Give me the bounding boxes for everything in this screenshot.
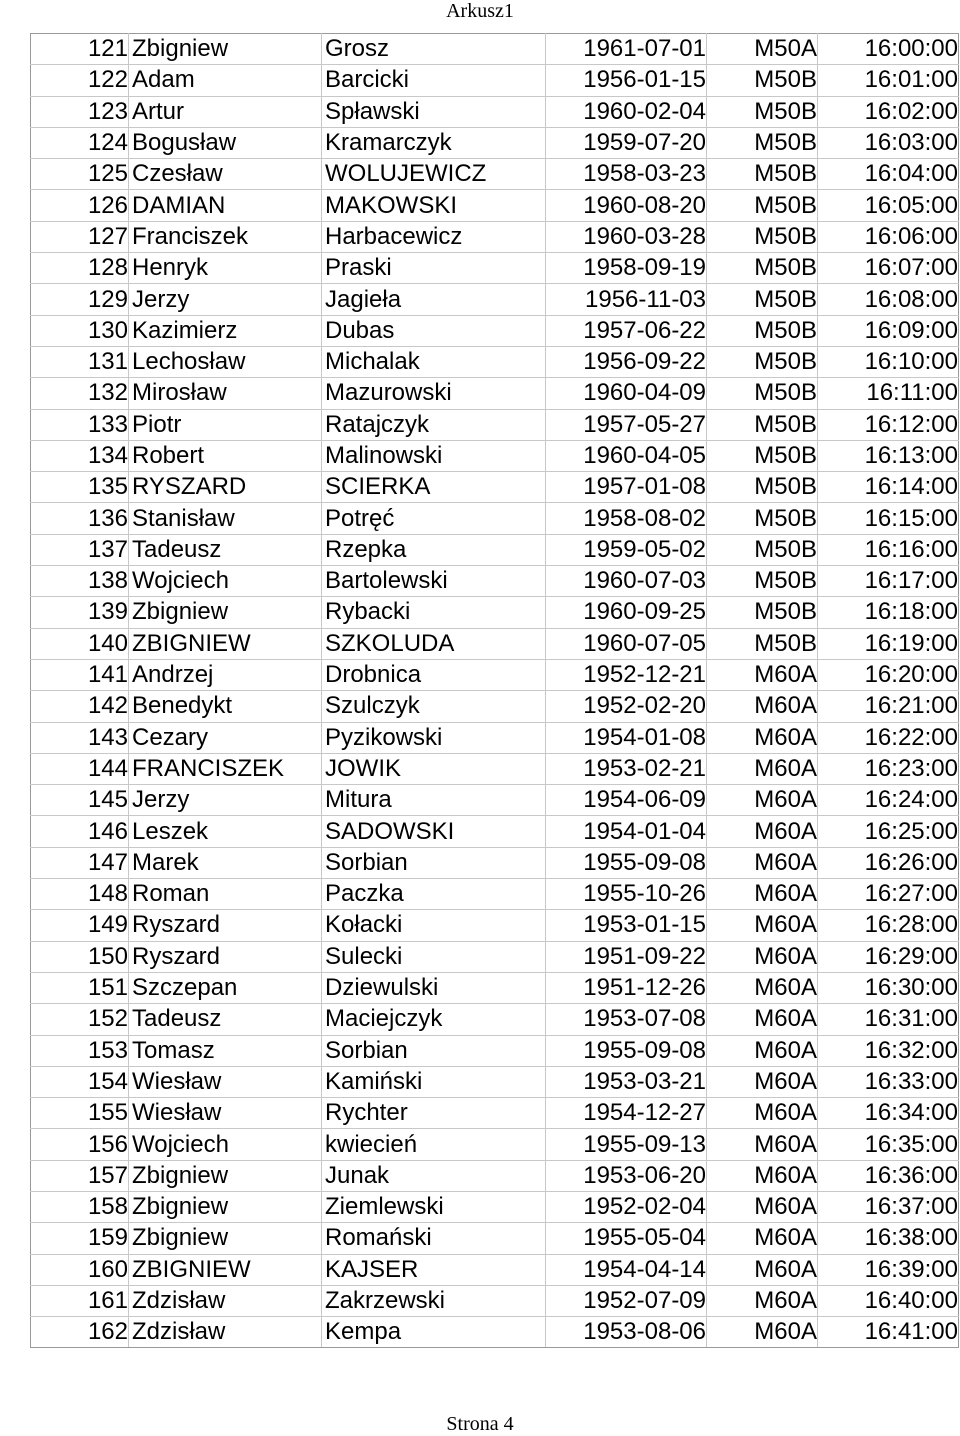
category-cell[interactable]: M60A <box>707 941 818 972</box>
table-row <box>31 1285 959 1316</box>
birth-date-cell[interactable]: 1953-02-21 <box>546 753 707 784</box>
category-cell[interactable]: M50B <box>707 628 818 659</box>
start-time-cell[interactable]: 16:06:00 <box>818 221 959 252</box>
start-time-cell[interactable]: 16:04:00 <box>818 159 959 190</box>
start-number-cell[interactable]: 135 <box>31 472 129 503</box>
birth-date-cell[interactable]: 1958-08-02 <box>546 503 707 534</box>
last-name-cell[interactable]: Kempa <box>322 1317 546 1348</box>
first-name-cell[interactable]: Roman <box>129 879 322 910</box>
first-name-cell[interactable]: Bogusław <box>129 127 322 158</box>
first-name-cell[interactable]: Tadeusz <box>129 534 322 565</box>
birth-date-cell[interactable]: 1952-02-20 <box>546 691 707 722</box>
birth-date-cell[interactable]: 1960-04-05 <box>546 440 707 471</box>
birth-date-cell[interactable]: 1957-01-08 <box>546 472 707 503</box>
last-name-cell[interactable]: Zakrzewski <box>322 1285 546 1316</box>
table-row <box>31 628 959 659</box>
table-row <box>31 190 959 221</box>
start-time-cell[interactable]: 16:10:00 <box>818 346 959 377</box>
category-cell[interactable]: M60A <box>707 1066 818 1097</box>
first-name-cell[interactable]: Jerzy <box>129 785 322 816</box>
table-row <box>31 597 959 628</box>
last-name-cell[interactable]: Malinowski <box>322 440 546 471</box>
start-number-cell[interactable]: 162 <box>31 1317 129 1348</box>
page-header: Arkusz1 <box>446 0 514 22</box>
last-name-cell[interactable]: Harbacewicz <box>322 221 546 252</box>
birth-date-cell[interactable]: 1953-08-06 <box>546 1317 707 1348</box>
category-cell[interactable]: M60A <box>707 1254 818 1285</box>
start-time-cell[interactable]: 16:21:00 <box>818 691 959 722</box>
last-name-cell[interactable]: MAKOWSKI <box>322 190 546 221</box>
last-name-cell[interactable]: Barcicki <box>322 65 546 96</box>
first-name-cell[interactable]: Wojciech <box>129 566 322 597</box>
birth-date-cell[interactable]: 1953-01-15 <box>546 910 707 941</box>
table-row <box>31 409 959 440</box>
first-name-cell[interactable]: ZBIGNIEW <box>129 1254 322 1285</box>
table-row <box>31 315 959 346</box>
start-number-cell[interactable]: 160 <box>31 1254 129 1285</box>
table-row <box>31 972 959 1003</box>
start-time-cell[interactable]: 16:29:00 <box>818 941 959 972</box>
last-name-cell[interactable]: Maciejczyk <box>322 1004 546 1035</box>
table-row <box>31 659 959 690</box>
start-number-cell[interactable]: 151 <box>31 972 129 1003</box>
birth-date-cell[interactable]: 1951-09-22 <box>546 941 707 972</box>
category-cell[interactable]: M60A <box>707 722 818 753</box>
category-cell[interactable]: M50B <box>707 534 818 565</box>
first-name-cell[interactable]: Wiesław <box>129 1066 322 1097</box>
start-number-cell[interactable]: 154 <box>31 1066 129 1097</box>
start-number-cell[interactable]: 147 <box>31 847 129 878</box>
last-name-cell[interactable]: Bartolewski <box>322 566 546 597</box>
start-time-cell[interactable]: 16:22:00 <box>818 722 959 753</box>
table-row <box>31 941 959 972</box>
start-number-cell[interactable]: 125 <box>31 159 129 190</box>
first-name-cell[interactable]: Ryszard <box>129 910 322 941</box>
birth-date-cell[interactable]: 1956-01-15 <box>546 65 707 96</box>
start-number-cell[interactable]: 126 <box>31 190 129 221</box>
birth-date-cell[interactable]: 1960-09-25 <box>546 597 707 628</box>
first-name-cell[interactable]: Czesław <box>129 159 322 190</box>
table-row <box>31 879 959 910</box>
birth-date-cell[interactable]: 1955-09-08 <box>546 847 707 878</box>
last-name-cell[interactable]: SADOWSKI <box>322 816 546 847</box>
first-name-cell[interactable]: Piotr <box>129 409 322 440</box>
start-number-cell[interactable]: 128 <box>31 253 129 284</box>
category-cell[interactable]: M50B <box>707 221 818 252</box>
birth-date-cell[interactable]: 1960-04-09 <box>546 378 707 409</box>
start-time-cell[interactable]: 16:28:00 <box>818 910 959 941</box>
last-name-cell[interactable]: Spławski <box>322 96 546 127</box>
table-row <box>31 1035 959 1066</box>
start-number-cell[interactable]: 157 <box>31 1160 129 1191</box>
last-name-cell[interactable]: Szulczyk <box>322 691 546 722</box>
last-name-cell[interactable]: SCIERKA <box>322 472 546 503</box>
start-number-cell[interactable]: 148 <box>31 879 129 910</box>
last-name-cell[interactable]: Rybacki <box>322 597 546 628</box>
category-cell[interactable]: M60A <box>707 1223 818 1254</box>
category-cell[interactable]: M50B <box>707 65 818 96</box>
start-number-cell[interactable]: 144 <box>31 753 129 784</box>
birth-date-cell[interactable]: 1955-10-26 <box>546 879 707 910</box>
last-name-cell[interactable]: Paczka <box>322 879 546 910</box>
start-number-cell[interactable]: 143 <box>31 722 129 753</box>
category-cell[interactable]: M50B <box>707 190 818 221</box>
start-number-cell[interactable]: 155 <box>31 1098 129 1129</box>
start-number-cell[interactable]: 134 <box>31 440 129 471</box>
birth-date-cell[interactable]: 1960-07-03 <box>546 566 707 597</box>
start-time-cell[interactable]: 16:36:00 <box>818 1160 959 1191</box>
first-name-cell[interactable]: Wojciech <box>129 1129 322 1160</box>
last-name-cell[interactable]: Potręć <box>322 503 546 534</box>
last-name-cell[interactable]: Ziemlewski <box>322 1191 546 1222</box>
start-number-cell[interactable]: 145 <box>31 785 129 816</box>
category-cell[interactable]: M50B <box>707 159 818 190</box>
start-time-cell[interactable]: 16:23:00 <box>818 753 959 784</box>
last-name-cell[interactable]: Jagieła <box>322 284 546 315</box>
table-row <box>31 910 959 941</box>
start-number-cell[interactable]: 131 <box>31 346 129 377</box>
table-row <box>31 1098 959 1129</box>
last-name-cell[interactable]: Kramarczyk <box>322 127 546 158</box>
birth-date-cell[interactable]: 1954-01-04 <box>546 816 707 847</box>
last-name-cell[interactable]: Ratajczyk <box>322 409 546 440</box>
birth-date-cell[interactable]: 1953-07-08 <box>546 1004 707 1035</box>
first-name-cell[interactable]: Henryk <box>129 253 322 284</box>
category-cell[interactable]: M50B <box>707 127 818 158</box>
birth-date-cell[interactable]: 1960-03-28 <box>546 221 707 252</box>
first-name-cell[interactable]: Zbigniew <box>129 1223 322 1254</box>
table-row <box>31 127 959 158</box>
start-time-cell[interactable]: 16:07:00 <box>818 253 959 284</box>
birth-date-cell[interactable]: 1953-06-20 <box>546 1160 707 1191</box>
category-cell[interactable]: M50B <box>707 440 818 471</box>
table-row <box>31 753 959 784</box>
first-name-cell[interactable]: Stanisław <box>129 503 322 534</box>
start-number-cell[interactable]: 153 <box>31 1035 129 1066</box>
start-time-cell[interactable]: 16:18:00 <box>818 597 959 628</box>
start-time-cell[interactable]: 16:02:00 <box>818 96 959 127</box>
category-cell[interactable]: M60A <box>707 816 818 847</box>
birth-date-cell[interactable]: 1952-02-04 <box>546 1191 707 1222</box>
start-number-cell[interactable]: 146 <box>31 816 129 847</box>
first-name-cell[interactable]: Zbigniew <box>129 597 322 628</box>
start-time-cell[interactable]: 16:33:00 <box>818 1066 959 1097</box>
category-cell[interactable]: M50A <box>707 34 818 65</box>
first-name-cell[interactable]: RYSZARD <box>129 472 322 503</box>
table-row <box>31 534 959 565</box>
last-name-cell[interactable]: KAJSER <box>322 1254 546 1285</box>
first-name-cell[interactable]: Mirosław <box>129 378 322 409</box>
start-time-cell[interactable]: 16:34:00 <box>818 1098 959 1129</box>
table-row <box>31 221 959 252</box>
birth-date-cell[interactable]: 1954-06-09 <box>546 785 707 816</box>
last-name-cell[interactable]: Mitura <box>322 785 546 816</box>
category-cell[interactable]: M60A <box>707 785 818 816</box>
start-time-cell[interactable]: 16:15:00 <box>818 503 959 534</box>
category-cell[interactable]: M60A <box>707 1035 818 1066</box>
table-row <box>31 1129 959 1160</box>
table-row <box>31 503 959 534</box>
category-cell[interactable]: M50B <box>707 503 818 534</box>
first-name-cell[interactable]: Wiesław <box>129 1098 322 1129</box>
first-name-cell[interactable]: Robert <box>129 440 322 471</box>
last-name-cell[interactable]: SZKOLUDA <box>322 628 546 659</box>
start-time-cell[interactable]: 16:08:00 <box>818 284 959 315</box>
first-name-cell[interactable]: Tomasz <box>129 1035 322 1066</box>
last-name-cell[interactable]: Romański <box>322 1223 546 1254</box>
start-time-cell[interactable]: 16:01:00 <box>818 65 959 96</box>
start-number-cell[interactable]: 127 <box>31 221 129 252</box>
start-number-cell[interactable]: 149 <box>31 910 129 941</box>
birth-date-cell[interactable]: 1959-05-02 <box>546 534 707 565</box>
birth-date-cell[interactable]: 1958-03-23 <box>546 159 707 190</box>
birth-date-cell[interactable]: 1955-09-13 <box>546 1129 707 1160</box>
last-name-cell[interactable]: Drobnica <box>322 659 546 690</box>
last-name-cell[interactable]: JOWIK <box>322 753 546 784</box>
start-time-cell[interactable]: 16:30:00 <box>818 972 959 1003</box>
table-row <box>31 816 959 847</box>
start-number-cell[interactable]: 123 <box>31 96 129 127</box>
first-name-cell[interactable]: Jerzy <box>129 284 322 315</box>
start-number-cell[interactable]: 161 <box>31 1285 129 1316</box>
table-row <box>31 1066 959 1097</box>
table-row <box>31 566 959 597</box>
table-row <box>31 378 959 409</box>
start-time-cell[interactable]: 16:24:00 <box>818 785 959 816</box>
table-row <box>31 1254 959 1285</box>
start-number-cell[interactable]: 122 <box>31 65 129 96</box>
start-time-cell[interactable]: 16:05:00 <box>818 190 959 221</box>
last-name-cell[interactable]: Mazurowski <box>322 378 546 409</box>
table-row <box>31 785 959 816</box>
start-number-cell[interactable]: 150 <box>31 941 129 972</box>
start-number-cell[interactable]: 124 <box>31 127 129 158</box>
last-name-cell[interactable]: Dziewulski <box>322 972 546 1003</box>
category-cell[interactable]: M60A <box>707 1160 818 1191</box>
start-number-cell[interactable]: 158 <box>31 1191 129 1222</box>
first-name-cell[interactable]: Tadeusz <box>129 1004 322 1035</box>
first-name-cell[interactable]: Kazimierz <box>129 315 322 346</box>
start-time-cell[interactable]: 16:27:00 <box>818 879 959 910</box>
start-number-cell[interactable]: 136 <box>31 503 129 534</box>
first-name-cell[interactable]: Benedykt <box>129 691 322 722</box>
start-time-cell[interactable]: 16:03:00 <box>818 127 959 158</box>
start-time-cell[interactable]: 16:13:00 <box>818 440 959 471</box>
first-name-cell[interactable]: Cezary <box>129 722 322 753</box>
start-number-cell[interactable]: 130 <box>31 315 129 346</box>
table-row <box>31 253 959 284</box>
category-cell[interactable]: M50B <box>707 472 818 503</box>
birth-date-cell[interactable]: 1954-04-14 <box>546 1254 707 1285</box>
start-time-cell[interactable]: 16:26:00 <box>818 847 959 878</box>
table-row <box>31 1004 959 1035</box>
birth-date-cell[interactable]: 1954-01-08 <box>546 722 707 753</box>
category-cell[interactable]: M50B <box>707 409 818 440</box>
start-time-cell[interactable]: 16:38:00 <box>818 1223 959 1254</box>
category-cell[interactable]: M50B <box>707 253 818 284</box>
birth-date-cell[interactable]: 1955-09-08 <box>546 1035 707 1066</box>
start-number-cell[interactable]: 137 <box>31 534 129 565</box>
table-row <box>31 346 959 377</box>
birth-date-cell[interactable]: 1960-02-04 <box>546 96 707 127</box>
category-cell[interactable]: M60A <box>707 972 818 1003</box>
table-row <box>31 847 959 878</box>
last-name-cell[interactable]: kwiecień <box>322 1129 546 1160</box>
first-name-cell[interactable]: Leszek <box>129 816 322 847</box>
birth-date-cell[interactable]: 1957-05-27 <box>546 409 707 440</box>
category-cell[interactable]: M50B <box>707 284 818 315</box>
table-row <box>31 1317 959 1348</box>
table-row <box>31 1160 959 1191</box>
start-time-cell[interactable]: 16:37:00 <box>818 1191 959 1222</box>
category-cell[interactable]: M50B <box>707 96 818 127</box>
first-name-cell[interactable]: Zdzisław <box>129 1317 322 1348</box>
start-time-cell[interactable]: 16:32:00 <box>818 1035 959 1066</box>
first-name-cell[interactable]: Andrzej <box>129 659 322 690</box>
page-footer: Strona 4 <box>446 1413 514 1435</box>
birth-date-cell[interactable]: 1960-08-20 <box>546 190 707 221</box>
last-name-cell[interactable]: Praski <box>322 253 546 284</box>
start-time-cell[interactable]: 16:12:00 <box>818 409 959 440</box>
last-name-cell[interactable]: Junak <box>322 1160 546 1191</box>
first-name-cell[interactable]: Zbigniew <box>129 1191 322 1222</box>
start-time-cell[interactable]: 16:14:00 <box>818 472 959 503</box>
start-number-cell[interactable]: 133 <box>31 409 129 440</box>
start-time-cell[interactable]: 16:19:00 <box>818 628 959 659</box>
last-name-cell[interactable]: Kołacki <box>322 910 546 941</box>
last-name-cell[interactable]: Grosz <box>322 34 546 65</box>
start-time-cell[interactable]: 16:09:00 <box>818 315 959 346</box>
birth-date-cell[interactable]: 1956-09-22 <box>546 346 707 377</box>
start-time-cell[interactable]: 16:11:00 <box>818 378 959 409</box>
start-time-cell[interactable]: 16:16:00 <box>818 534 959 565</box>
start-number-cell[interactable]: 152 <box>31 1004 129 1035</box>
table-row <box>31 1223 959 1254</box>
last-name-cell[interactable]: Pyzikowski <box>322 722 546 753</box>
birth-date-cell[interactable]: 1957-06-22 <box>546 315 707 346</box>
first-name-cell[interactable]: Zbigniew <box>129 34 322 65</box>
start-number-cell[interactable]: 142 <box>31 691 129 722</box>
start-time-cell[interactable]: 16:35:00 <box>818 1129 959 1160</box>
start-time-cell[interactable]: 16:39:00 <box>818 1254 959 1285</box>
birth-date-cell[interactable]: 1955-05-04 <box>546 1223 707 1254</box>
table-body <box>31 34 959 1348</box>
birth-date-cell[interactable]: 1958-09-19 <box>546 253 707 284</box>
category-cell[interactable]: M60A <box>707 1004 818 1035</box>
last-name-cell[interactable]: Michalak <box>322 346 546 377</box>
start-number-cell[interactable]: 132 <box>31 378 129 409</box>
category-cell[interactable]: M60A <box>707 1317 818 1348</box>
last-name-cell[interactable]: WOLUJEWICZ <box>322 159 546 190</box>
table-row <box>31 284 959 315</box>
category-cell[interactable]: M50B <box>707 378 818 409</box>
start-number-cell[interactable]: 159 <box>31 1223 129 1254</box>
category-cell[interactable]: M60A <box>707 1098 818 1129</box>
last-name-cell[interactable]: Dubas <box>322 315 546 346</box>
start-time-cell[interactable]: 16:25:00 <box>818 816 959 847</box>
first-name-cell[interactable]: Lechosław <box>129 346 322 377</box>
first-name-cell[interactable]: Franciszek <box>129 221 322 252</box>
start-number-cell[interactable]: 138 <box>31 566 129 597</box>
first-name-cell[interactable]: DAMIAN <box>129 190 322 221</box>
category-cell[interactable]: M50B <box>707 597 818 628</box>
first-name-cell[interactable]: Adam <box>129 65 322 96</box>
birth-date-cell[interactable]: 1959-07-20 <box>546 127 707 158</box>
start-time-cell[interactable]: 16:20:00 <box>818 659 959 690</box>
category-cell[interactable]: M60A <box>707 1191 818 1222</box>
birth-date-cell[interactable]: 1956-11-03 <box>546 284 707 315</box>
first-name-cell[interactable]: ZBIGNIEW <box>129 628 322 659</box>
start-number-cell[interactable]: 129 <box>31 284 129 315</box>
birth-date-cell[interactable]: 1960-07-05 <box>546 628 707 659</box>
start-time-cell[interactable]: 16:31:00 <box>818 1004 959 1035</box>
category-cell[interactable]: M50B <box>707 315 818 346</box>
category-cell[interactable]: M60A <box>707 910 818 941</box>
category-cell[interactable]: M60A <box>707 691 818 722</box>
first-name-cell[interactable]: Szczepan <box>129 972 322 1003</box>
category-cell[interactable]: M60A <box>707 879 818 910</box>
birth-date-cell[interactable]: 1954-12-27 <box>546 1098 707 1129</box>
table-row <box>31 34 959 65</box>
table-row <box>31 472 959 503</box>
table-row <box>31 691 959 722</box>
last-name-cell[interactable]: Sorbian <box>322 1035 546 1066</box>
start-time-cell[interactable]: 16:41:00 <box>818 1317 959 1348</box>
start-time-cell[interactable]: 16:00:00 <box>818 34 959 65</box>
table-row <box>31 1191 959 1222</box>
table-row <box>31 65 959 96</box>
birth-date-cell[interactable]: 1951-12-26 <box>546 972 707 1003</box>
category-cell[interactable]: M60A <box>707 847 818 878</box>
category-cell[interactable]: M60A <box>707 753 818 784</box>
category-cell[interactable]: M50B <box>707 566 818 597</box>
category-cell[interactable]: M60A <box>707 659 818 690</box>
last-name-cell[interactable]: Sulecki <box>322 941 546 972</box>
birth-date-cell[interactable]: 1953-03-21 <box>546 1066 707 1097</box>
start-time-cell[interactable]: 16:40:00 <box>818 1285 959 1316</box>
data-table <box>30 33 959 1348</box>
start-number-cell[interactable]: 139 <box>31 597 129 628</box>
start-number-cell[interactable]: 121 <box>31 34 129 65</box>
category-cell[interactable]: M60A <box>707 1129 818 1160</box>
table-row <box>31 96 959 127</box>
first-name-cell[interactable]: Artur <box>129 96 322 127</box>
table-row <box>31 440 959 471</box>
first-name-cell[interactable]: Ryszard <box>129 941 322 972</box>
last-name-cell[interactable]: Rychter <box>322 1098 546 1129</box>
start-time-cell[interactable]: 16:17:00 <box>818 566 959 597</box>
start-number-cell[interactable]: 140 <box>31 628 129 659</box>
table-row <box>31 722 959 753</box>
last-name-cell[interactable]: Rzepka <box>322 534 546 565</box>
category-cell[interactable]: M50B <box>707 346 818 377</box>
last-name-cell[interactable]: Sorbian <box>322 847 546 878</box>
first-name-cell[interactable]: Marek <box>129 847 322 878</box>
start-number-cell[interactable]: 156 <box>31 1129 129 1160</box>
first-name-cell[interactable]: Zdzisław <box>129 1285 322 1316</box>
birth-date-cell[interactable]: 1961-07-01 <box>546 34 707 65</box>
birth-date-cell[interactable]: 1952-12-21 <box>546 659 707 690</box>
start-number-cell[interactable]: 141 <box>31 659 129 690</box>
category-cell[interactable]: M60A <box>707 1285 818 1316</box>
table-row <box>31 159 959 190</box>
first-name-cell[interactable]: FRANCISZEK <box>129 753 322 784</box>
last-name-cell[interactable]: Kamiński <box>322 1066 546 1097</box>
birth-date-cell[interactable]: 1952-07-09 <box>546 1285 707 1316</box>
first-name-cell[interactable]: Zbigniew <box>129 1160 322 1191</box>
